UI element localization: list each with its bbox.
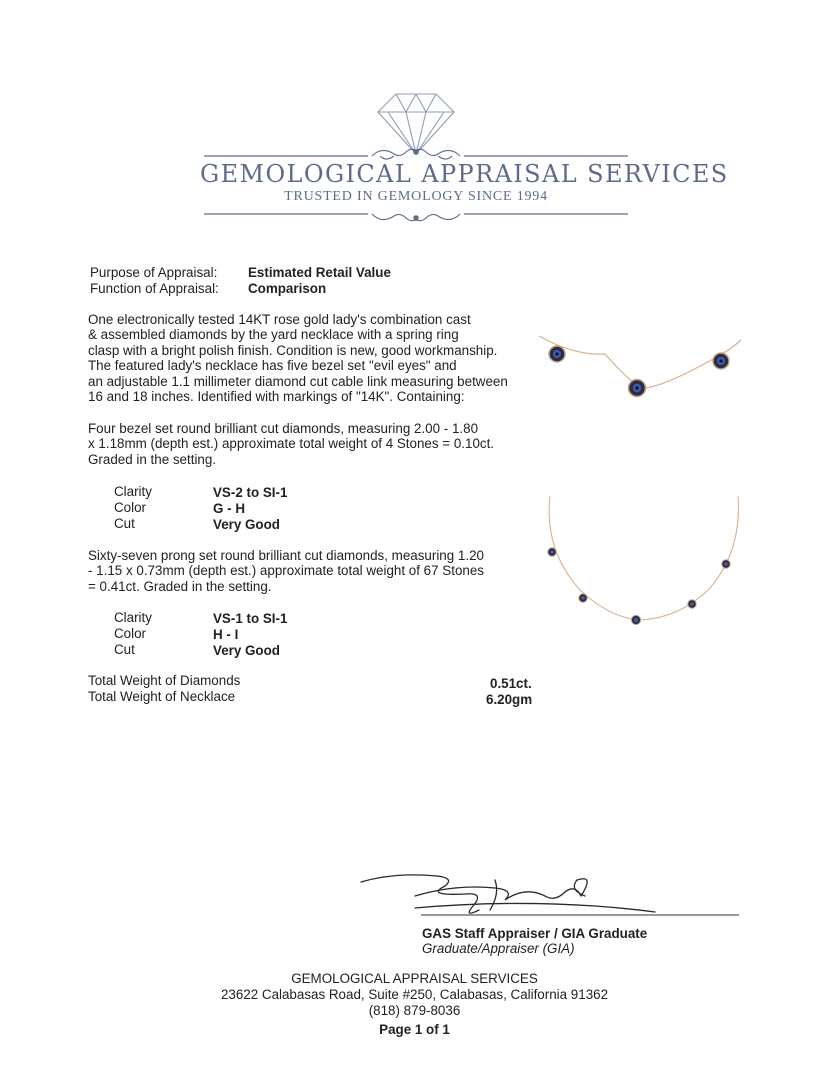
- color-value: G - H: [213, 501, 245, 516]
- stone-group-2-description: [88, 548, 528, 594]
- appraiser-title: GAS Staff Appraiser / GIA Graduate: [422, 926, 648, 941]
- description-line: an adjustable 1.1 millimeter diamond cut cable link measuring between: [88, 373, 508, 389]
- total-diamonds-value: 0.51ct.: [490, 676, 532, 691]
- stone-description-line: = 0.41ct. Graded in the setting.: [88, 578, 272, 594]
- description-line: The featured lady's necklace has five bezel set "evil eyes" and: [88, 358, 457, 374]
- description-line: clasp with a bright polish finish. Condition is new, good workmanship.: [88, 342, 498, 358]
- clarity-value: VS-2 to SI-1: [213, 485, 288, 500]
- clarity-label: Clarity: [114, 610, 152, 625]
- stone-description-line: Graded in the setting.: [88, 451, 217, 467]
- company-name: GEMOLOGICAL APPRAISAL SERVICES: [200, 160, 729, 188]
- evil-eye-stone: [549, 346, 565, 362]
- cut-value: Very Good: [213, 517, 280, 532]
- evil-eye-stone: [631, 615, 640, 624]
- appraiser-signature: [355, 866, 745, 922]
- evil-eye-stone: [579, 594, 587, 602]
- stone-description-line: Four bezel set round brilliant cut diamonds, measuring 2.00 - 1.80: [88, 421, 479, 436]
- footer-address: 23622 Calabasas Road, Suite #250, Calabasas, California 91362: [220, 987, 609, 1002]
- color-value: H - I: [213, 627, 239, 642]
- description-line: 16 and 18 inches. Identified with markings of "14K". Containing:: [88, 389, 465, 405]
- ornament-divider: [200, 206, 632, 226]
- company-tagline: TRUSTED IN GEMOLOGY SINCE 1994: [284, 189, 548, 204]
- footer-company: GEMOLOGICAL APPRAISAL SERVICES: [291, 971, 538, 986]
- description-line: One electronically tested 14KT rose gold lady's combination cast: [88, 312, 471, 327]
- purpose-value: Estimated Retail Value: [248, 265, 391, 280]
- purpose-label: Purpose of Appraisal:: [90, 265, 218, 280]
- evil-eye-stone: [688, 600, 696, 608]
- stone-description-line: Sixty-seven prong set round brilliant cut diamonds, measuring 1.20: [88, 548, 484, 563]
- evil-eye-stone: [548, 548, 556, 556]
- page-number: Page 1 of 1: [379, 1022, 450, 1037]
- cut-value: Very Good: [213, 643, 280, 658]
- color-label: Color: [114, 500, 146, 515]
- function-value: Comparison: [248, 281, 327, 296]
- cut-label: Cut: [114, 642, 135, 657]
- necklace-closeup-image: [535, 326, 745, 438]
- stone-group-1-description: [88, 421, 528, 467]
- color-label: Color: [114, 626, 146, 641]
- total-necklace-value: 6.20gm: [486, 692, 533, 707]
- evil-eye-stone: [629, 380, 646, 397]
- item-description: [88, 312, 528, 404]
- clarity-value: VS-1 to SI-1: [213, 611, 288, 626]
- evil-eye-stone: [713, 353, 729, 369]
- stone-description-line: x 1.18mm (depth est.) approximate total weight of 4 Stones = 0.10ct.: [88, 436, 495, 452]
- necklace-full-image: [530, 490, 750, 640]
- footer-phone: (818) 879-8036: [368, 1003, 461, 1018]
- stone-description-line: - 1.15 x 0.73mm (depth est.) approximate total weight of 67 Stones: [88, 563, 484, 579]
- cut-label: Cut: [114, 516, 135, 531]
- function-label: Function of Appraisal:: [90, 281, 219, 296]
- company-logo: [200, 88, 729, 228]
- total-necklace-label: Total Weight of Necklace: [88, 689, 236, 704]
- diamond-icon: [200, 88, 632, 160]
- evil-eye-stone: [722, 560, 730, 568]
- total-diamonds-label: Total Weight of Diamonds: [88, 673, 241, 688]
- description-line: & assembled diamonds by the yard necklace with a spring ring: [88, 327, 459, 343]
- appraiser-subtitle: Graduate/Appraiser (GIA): [422, 941, 575, 956]
- clarity-label: Clarity: [114, 484, 152, 499]
